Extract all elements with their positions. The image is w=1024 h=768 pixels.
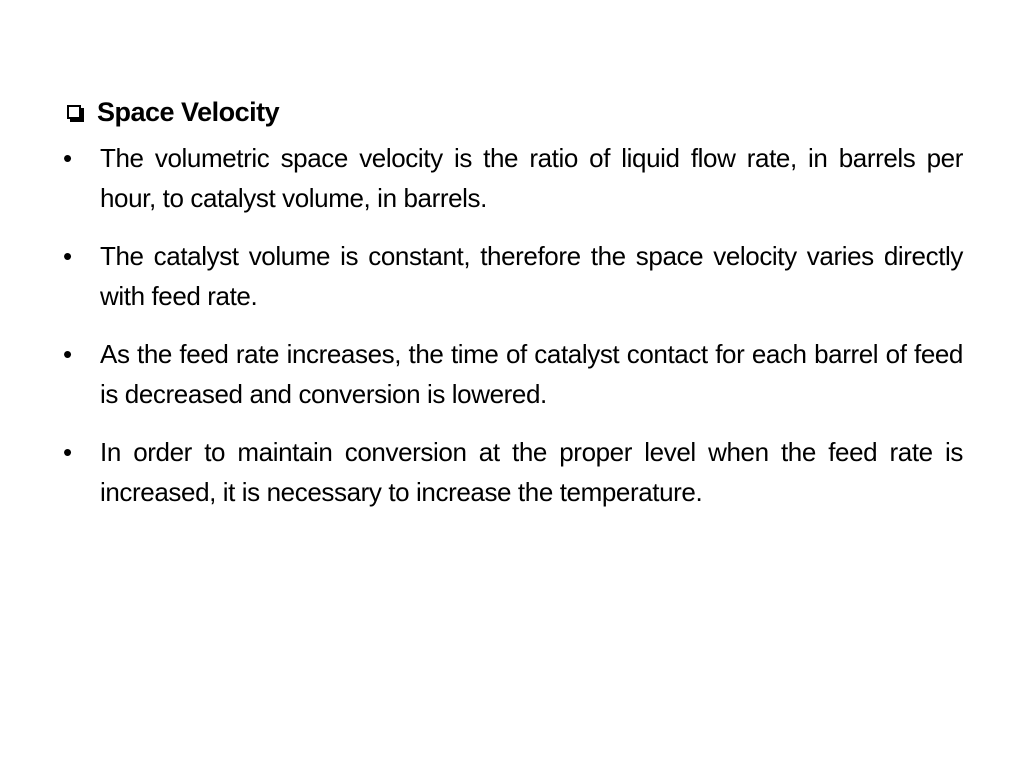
bullet-icon: • xyxy=(63,339,73,369)
bullet-list xyxy=(63,138,963,512)
bullet-icon: • xyxy=(63,143,73,173)
list-item xyxy=(63,236,963,316)
bullet-text: The volumetric space velocity is the ratio of liquid flow rate, in barrels per hour, to catalyst volume, in barrels. xyxy=(100,143,963,213)
heading-title: Space Velocity xyxy=(97,96,280,127)
slide-content xyxy=(63,92,963,530)
checkbox-icon xyxy=(67,105,81,119)
bullet-text: In order to maintain conversion at the proper level when the feed rate is increased, it is necessary to increase the temperature. xyxy=(100,437,963,507)
bullet-text: The catalyst volume is constant, therefore the space velocity varies directly with feed rate. xyxy=(100,241,963,311)
bullet-text: As the feed rate increases, the time of catalyst contact for each barrel of feed is decreased and conversion is lowered. xyxy=(100,339,963,409)
bullet-icon: • xyxy=(63,241,73,271)
section-heading xyxy=(63,92,963,132)
list-item xyxy=(63,334,963,414)
bullet-icon: • xyxy=(63,437,73,467)
list-item xyxy=(63,432,963,512)
list-item xyxy=(63,138,963,218)
